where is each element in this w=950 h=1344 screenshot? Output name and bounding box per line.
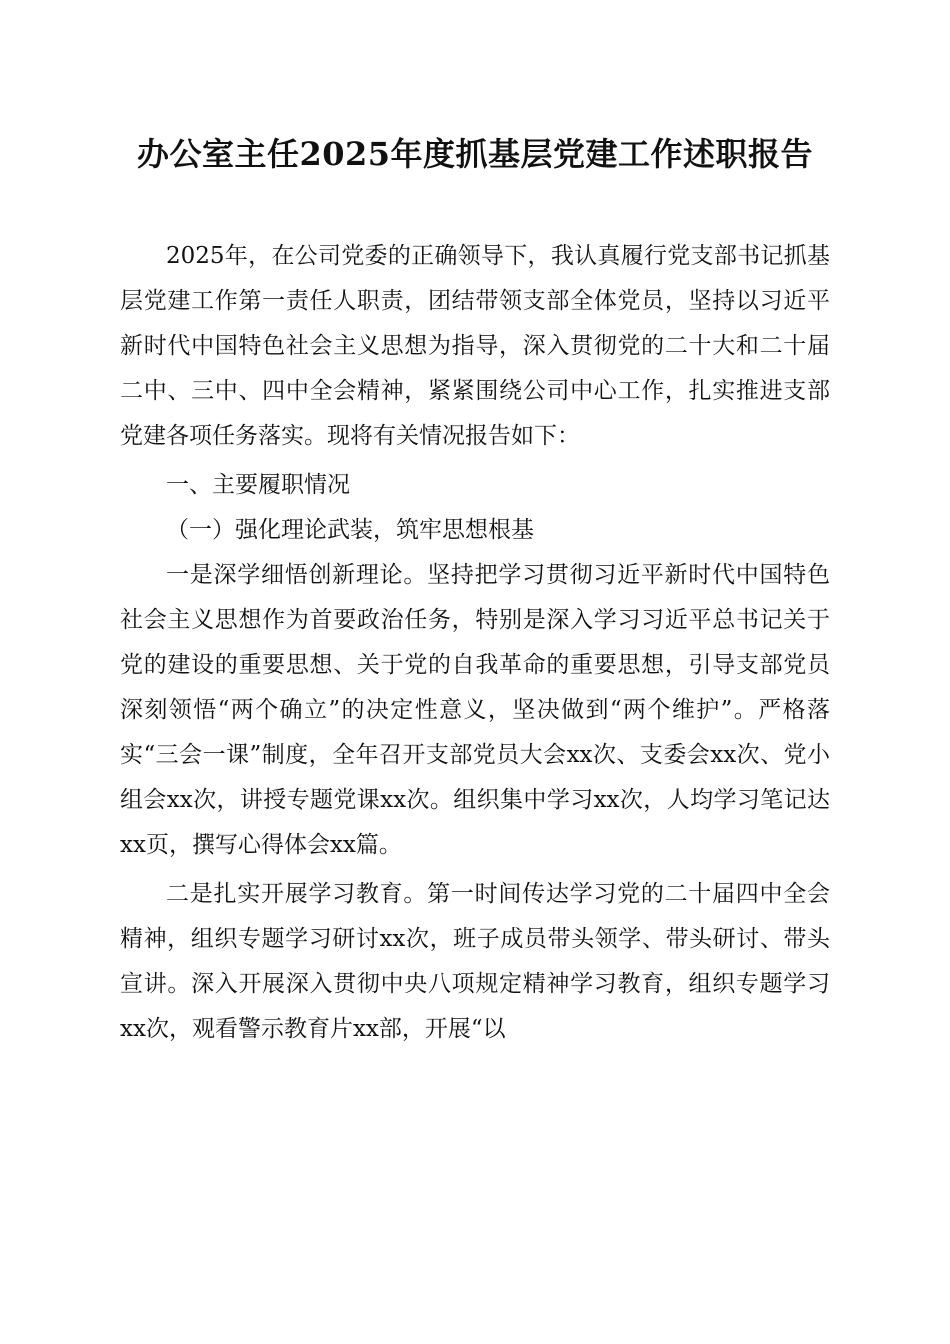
point-one-body: 坚持把学习贯彻习近平新时代中国特色社会主义思想作为首要政治任务，特别是深入学习习近平总书记关于党的建设的重要思想、关于党的自我革命的重要思想，引导支部党员深刻领悟“两个确立”的决定性意义，坚决做到“两个维护”。严格落实“三会一课”制度，全年召开支部党员大会xx次、支委会xx次、党小组会xx次，讲授专题党课xx次。组织集中学习xx次，人均学习笔记达xx页，撰写心得体会xx篇。 <box>120 562 831 858</box>
point-one-lead: 一是深学细悟创新理论。 <box>166 562 428 588</box>
document-page <box>120 130 830 1052</box>
point-one-paragraph <box>120 553 830 868</box>
intro-paragraph: 2025年，在公司党委的正确领导下，我认真履行党支部书记抓基层党建工作第一责任人职责，团结带领支部全体党员，坚持以习近平新时代中国特色社会主义思想为指导，深入贯彻党的二十大和二十届二中、三中、四中全会精神，紧紧围绕公司中心工作，扎实推进支部党建各项任务落实。现将有关情况报告如下： <box>120 243 830 449</box>
point-two-paragraph <box>120 872 830 1052</box>
point-two-lead: 二是扎实开展学习教育。 <box>166 881 428 907</box>
document-title: 办公室主任2025年度抓基层党建工作述职报告 <box>136 135 814 173</box>
point-two-body: 第一时间传达学习党的二十届四中全会精神，组织专题学习研讨xx次，班子成员带头领学、带头研讨、带头宣讲。深入开展深入贯彻中央八项规定精神学习教育，组织专题学习xx次，观看警示教育片xx部，开展“以 <box>120 881 831 1042</box>
section-heading-main-duties: 一、主要履职情况 <box>166 472 350 498</box>
subsection-heading-theory: （一）强化理论武装，筑牢思想根基 <box>166 517 534 543</box>
